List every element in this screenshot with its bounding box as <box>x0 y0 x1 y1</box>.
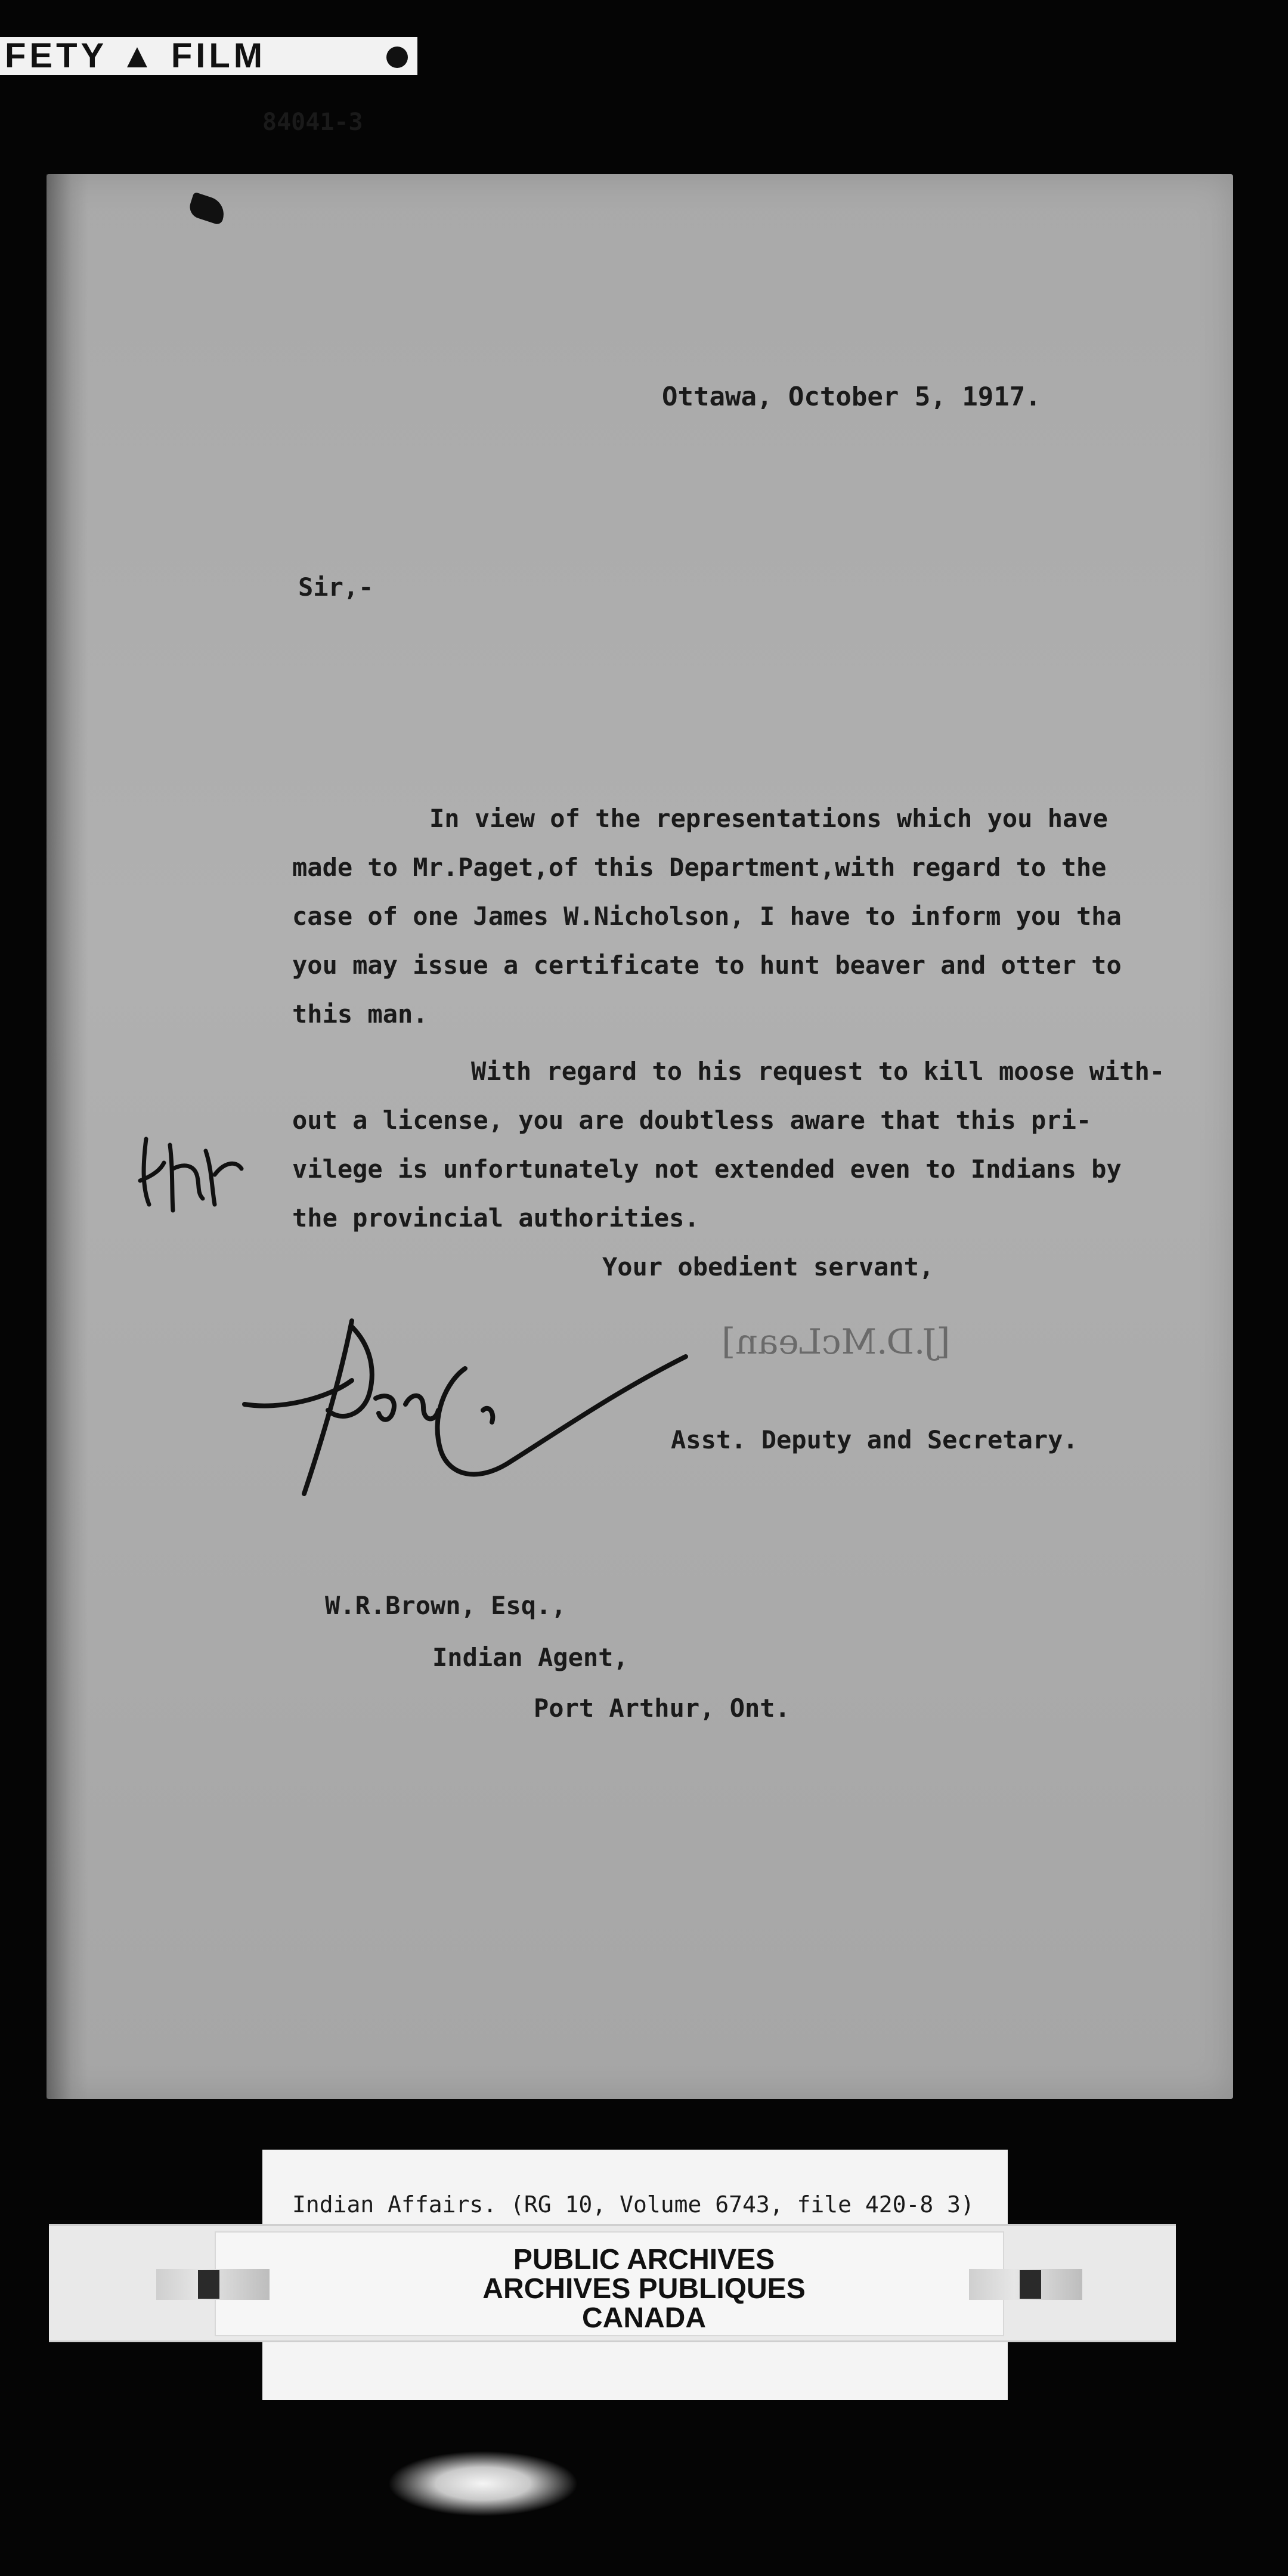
paragraph1-line: you may issue a certificate to hunt beaver and otter to <box>292 950 1122 980</box>
name-stamp-text: J.D.McLean <box>735 1321 937 1362</box>
handwritten-signature <box>233 1309 698 1512</box>
page-shadow-edge <box>47 174 88 2099</box>
salutation: Sir,- <box>298 572 374 602</box>
archive-reference: Indian Affairs. (RG 10, Volume 6743, file 420-8 3) <box>292 2191 974 2218</box>
file-number: 84041-3 <box>262 109 363 136</box>
addressee-name: W.R.Brown, Esq., <box>325 1591 566 1620</box>
archive-title-en: PUBLIC ARCHIVES <box>513 2244 775 2275</box>
paragraph2-line: out a license, you are doubtless aware that this pri- <box>292 1106 1092 1135</box>
addressee-location: Port Arthur, Ont. <box>534 1693 790 1723</box>
dateline: Ottawa, October 5, 1917. <box>662 382 1041 412</box>
archive-title-fr: ARCHIVES PUBLIQUES <box>482 2273 806 2305</box>
paragraph1-line: made to Mr.Paget,of this Department,with regard to the <box>292 853 1107 882</box>
handwritten-initial-signature <box>137 1127 244 1216</box>
paragraph1-line: In view of the representations which you have <box>429 804 1108 833</box>
archive-country: CANADA <box>582 2302 706 2334</box>
signer-title: Asst. Deputy and Secretary. <box>671 1425 1078 1454</box>
paragraph2-line: vilege is unfortunately not extended even to Indians by <box>292 1154 1122 1184</box>
film-edge-label: FETY ▲ FILM <box>0 37 417 75</box>
paragraph1-line: case of one James W.Nicholson, I have to inform you tha <box>292 902 1122 931</box>
film-punch-hole <box>386 47 408 68</box>
closing: Your obedient servant, <box>602 1252 934 1281</box>
name-stamp: [J.D.McLean] <box>722 1321 950 1363</box>
paragraph1-line: this man. <box>292 999 428 1029</box>
light-glare <box>388 2451 578 2516</box>
paragraph2-line: the provincial authorities. <box>292 1203 699 1233</box>
paragraph2-line: With regard to his request to kill moose with- <box>471 1057 1165 1086</box>
addressee-title: Indian Agent, <box>432 1643 628 1672</box>
